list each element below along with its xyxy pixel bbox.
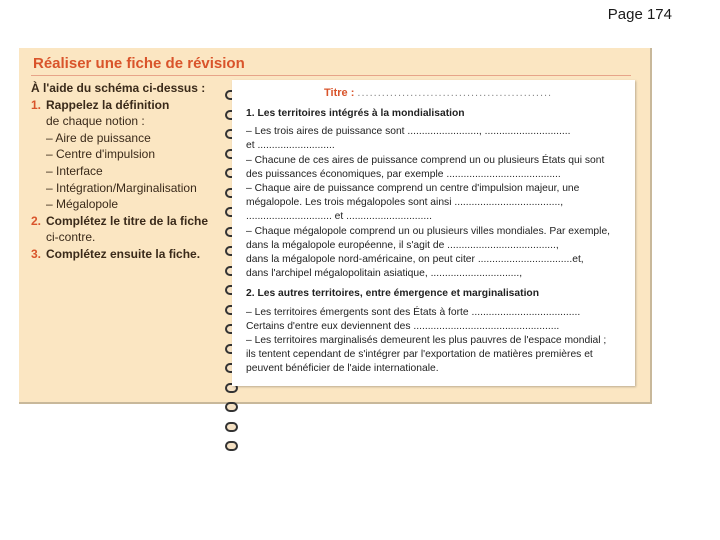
spiral-ring-icon	[225, 441, 238, 451]
card-heading: Réaliser une fiche de révision	[33, 55, 245, 72]
sheet-line: – Les territoires émergents sont des États à forte ......................................	[246, 306, 581, 318]
step-text: Complétez le titre de la fiche	[46, 213, 209, 228]
notion-item: – Interface	[46, 163, 103, 178]
notion-item: – Mégalopole	[46, 197, 119, 212]
step-number: 3.	[31, 246, 42, 261]
step-3	[31, 246, 231, 263]
step-number: 2.	[31, 213, 42, 228]
sheet-line: .............................. et ..............................	[246, 211, 432, 223]
sheet-line: dans la mégalopole nord-américaine, on peut citer .................................et,	[246, 254, 584, 266]
sheet-content	[246, 107, 630, 377]
sheet-line: et ...........................	[246, 140, 335, 152]
sheet-line: des puissances économiques, par exemple ........................................	[246, 168, 561, 180]
sheet-line: dans l'archipel mégalopolitain asiatique, ...............................,	[246, 268, 523, 280]
sheet-title-blank: ................................................	[357, 87, 553, 99]
step-text: ci-contre.	[46, 230, 96, 245]
sheet-line: Certains d'entre eux deviennent des ...................................................	[246, 320, 560, 332]
revision-sheet	[232, 80, 635, 386]
sheet-line: ils tentent cependant de s'intégrer par l'exportation de matières premières et	[246, 349, 593, 361]
step-text: Complétez ensuite la fiche.	[46, 246, 201, 261]
sheet-title-label: Titre :	[324, 87, 355, 99]
instructions-intro: À l'aide du schéma ci-dessus :	[31, 81, 206, 95]
revision-card	[19, 48, 652, 404]
instructions	[31, 80, 231, 263]
section-heading: 1. Les territoires intégrés à la mondialisation	[246, 108, 465, 119]
spiral-ring-icon	[225, 422, 238, 432]
step-1	[31, 97, 231, 130]
sheet-line: – Chacune de ces aires de puissance comprend un ou plusieurs États qui sont	[246, 154, 605, 166]
sheet-line: – Les territoires marginalisés demeurent les plus pauvres de l'espace mondial ;	[246, 335, 607, 347]
heading-divider	[31, 75, 631, 76]
sheet-line: – Chaque aire de puissance comprend un centre d'impulsion majeur, une	[246, 183, 580, 195]
sheet-line: – Chaque mégalopole comprend un ou plusieurs villes mondiales. Par exemple,	[246, 225, 611, 237]
sheet-title-field	[324, 86, 552, 100]
step-number: 1.	[31, 97, 42, 112]
step-2	[31, 213, 231, 246]
sheet-line: dans la mégalopole européenne, il s'agit de ......................................,	[246, 239, 559, 251]
notion-item: – Aire de puissance	[46, 130, 151, 145]
step-text: de chaque notion :	[46, 114, 145, 129]
section-heading: 2. Les autres territoires, entre émergence et marginalisation	[246, 288, 540, 300]
sheet-line: mégalopole. Les trois mégalopoles sont ainsi .....................................,	[246, 197, 564, 209]
spiral-ring-icon	[225, 402, 238, 412]
sheet-line: – Les trois aires de puissance sont ........................., ..............................	[246, 126, 571, 138]
notion-item: – Centre d'impulsion	[46, 147, 156, 162]
page-number: Page 174	[607, 6, 672, 23]
step-text: Rappelez la définition	[46, 97, 170, 112]
notion-item: – Intégration/Marginalisation	[46, 180, 197, 195]
sheet-line: peuvent bénéficier de l'aide internationale.	[246, 363, 439, 375]
